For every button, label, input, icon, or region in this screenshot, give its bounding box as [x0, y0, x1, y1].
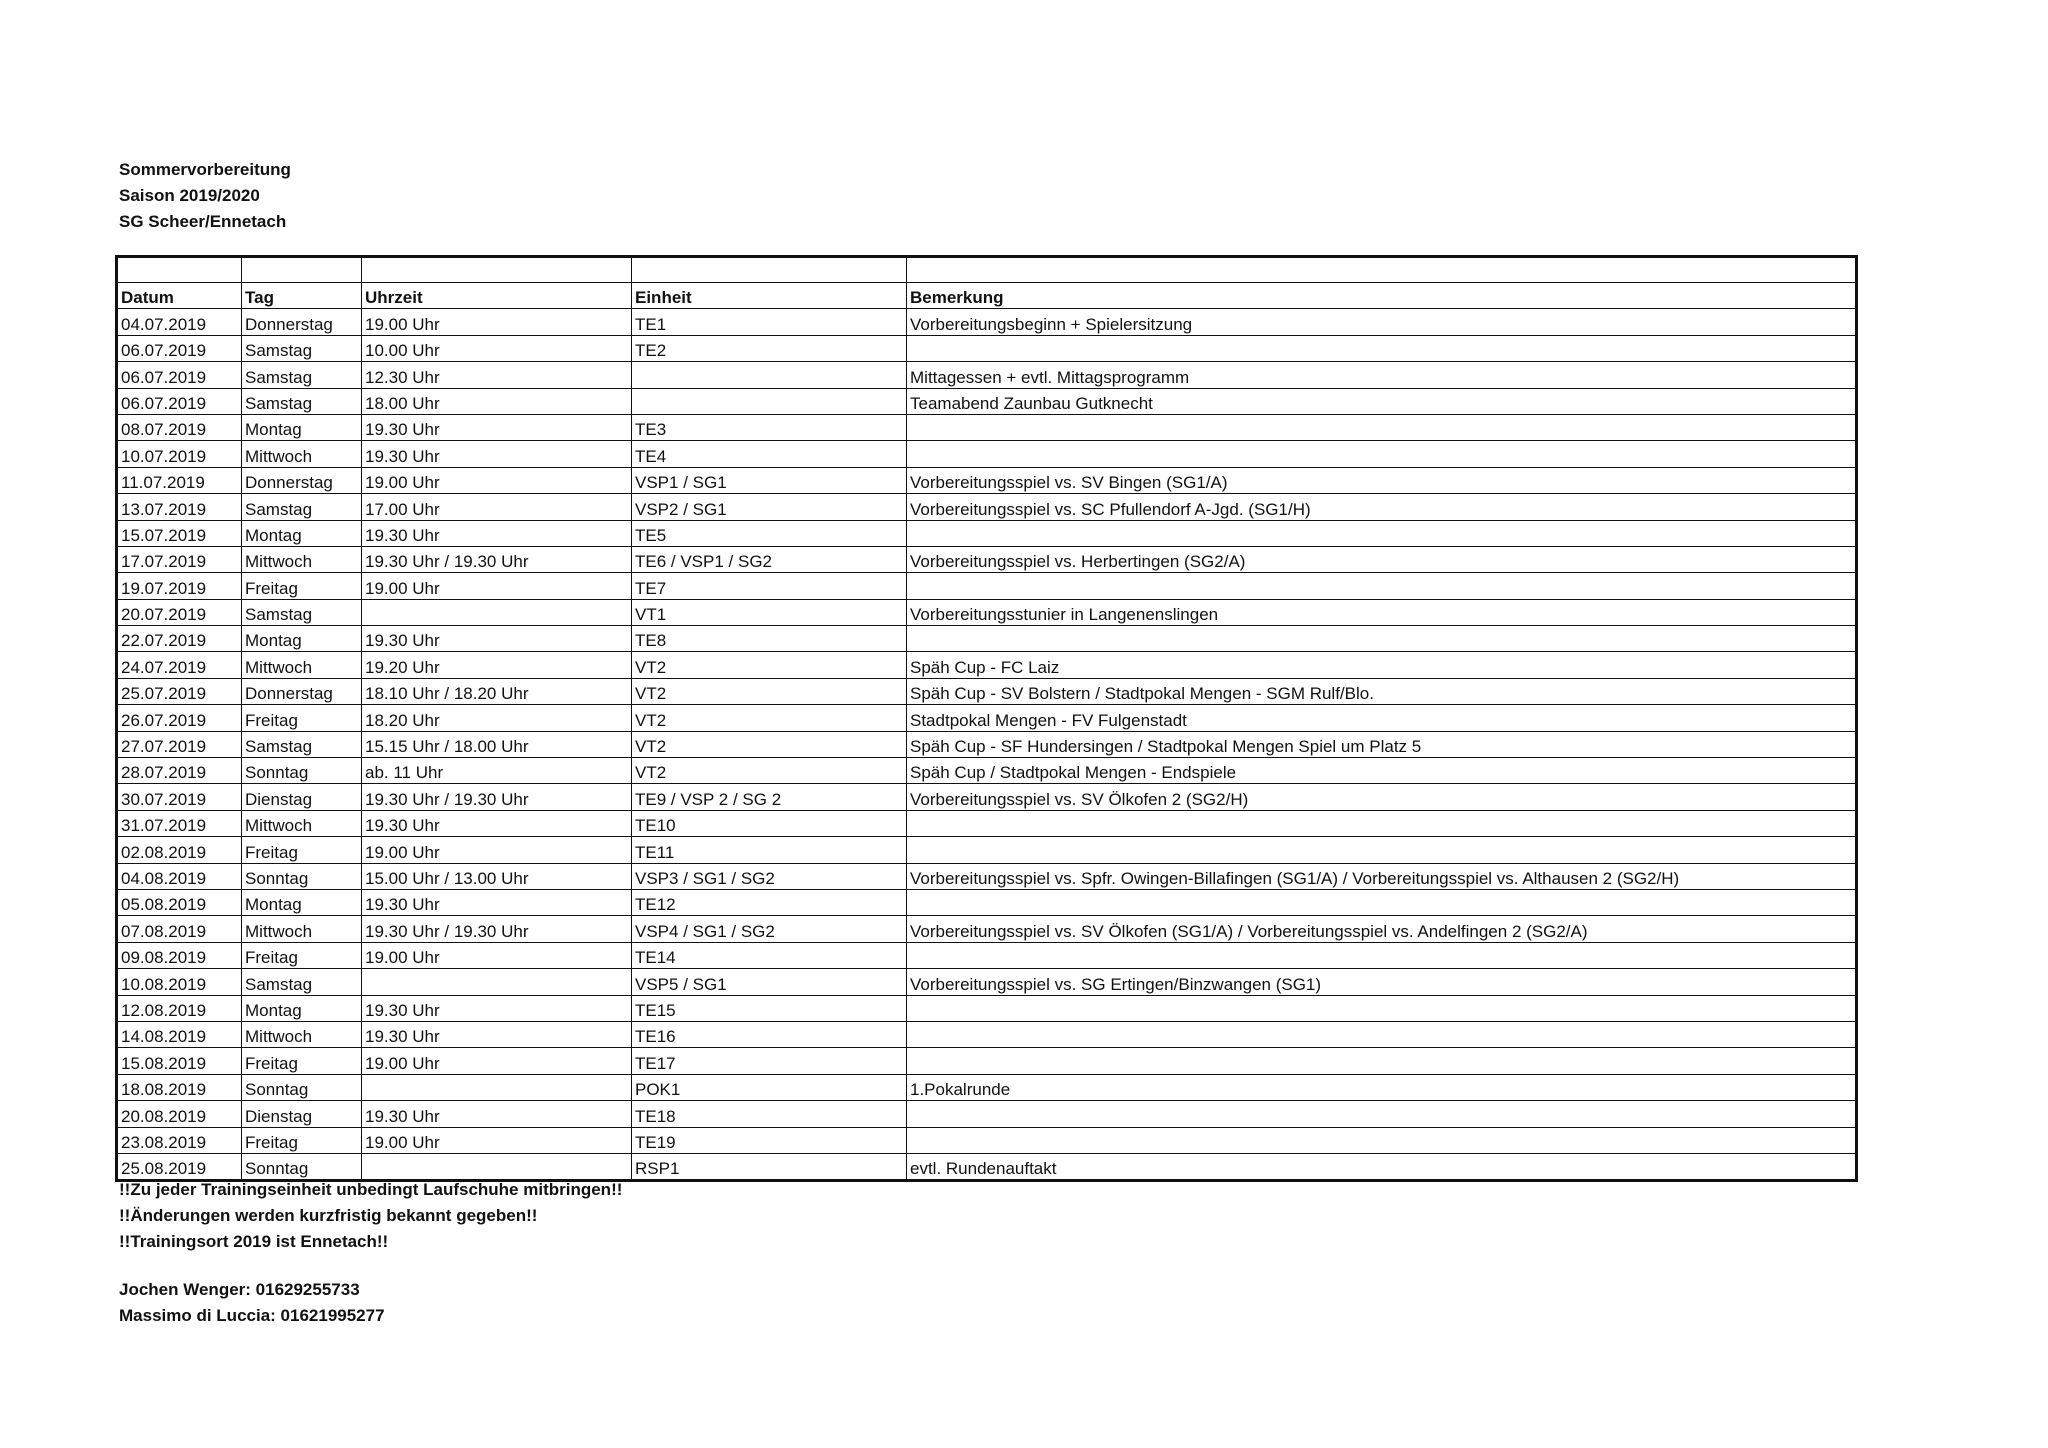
cell-tag: Donnerstag — [242, 467, 362, 493]
cell-uhrzeit: 19.30 Uhr — [362, 810, 632, 836]
cell-einheit: POK1 — [632, 1074, 907, 1100]
table-row — [117, 546, 1857, 572]
cell-tag: Sonntag — [242, 863, 362, 889]
document-header — [119, 157, 291, 235]
cell-datum: 27.07.2019 — [117, 731, 242, 757]
cell-datum: 20.08.2019 — [117, 1101, 242, 1127]
cell-tag: Mittwoch — [242, 1021, 362, 1047]
cell-tag: Samstag — [242, 969, 362, 995]
table-row — [117, 652, 1857, 678]
cell-datum: 06.07.2019 — [117, 388, 242, 414]
cell-uhrzeit: 18.00 Uhr — [362, 388, 632, 414]
cell-bemerkung: Mittagessen + evtl. Mittagsprogramm — [907, 362, 1857, 388]
cell-bemerkung: Vorbereitungsspiel vs. SC Pfullendorf A-Jgd. (SG1/H) — [907, 494, 1857, 520]
cell-bemerkung — [907, 889, 1857, 915]
cell-datum: 23.08.2019 — [117, 1127, 242, 1153]
cell-bemerkung: Vorbereitungsbeginn + Spielersitzung — [907, 309, 1857, 335]
cell-uhrzeit: 15.15 Uhr / 18.00 Uhr — [362, 731, 632, 757]
cell-uhrzeit: 19.30 Uhr — [362, 1101, 632, 1127]
cell-datum: 11.07.2019 — [117, 467, 242, 493]
cell-uhrzeit: 15.00 Uhr / 13.00 Uhr — [362, 863, 632, 889]
cell-datum: 22.07.2019 — [117, 626, 242, 652]
cell-bemerkung — [907, 1048, 1857, 1074]
contact-luccia: Massimo di Luccia: 01621995277 — [119, 1306, 385, 1325]
column-header-einheit: Einheit — [632, 283, 907, 309]
cell-einheit: RSP1 — [632, 1153, 907, 1180]
cell-uhrzeit: 18.20 Uhr — [362, 705, 632, 731]
cell-uhrzeit: 19.00 Uhr — [362, 942, 632, 968]
cell-bemerkung — [907, 942, 1857, 968]
cell-bemerkung: Vorbereitungsspiel vs. SV Bingen (SG1/A) — [907, 467, 1857, 493]
cell-bemerkung — [907, 837, 1857, 863]
cell-tag: Freitag — [242, 942, 362, 968]
cell-uhrzeit: 19.00 Uhr — [362, 1127, 632, 1153]
table-row — [117, 388, 1857, 414]
header-team: SG Scheer/Ennetach — [119, 212, 287, 231]
table-row — [117, 1101, 1857, 1127]
cell-tag: Donnerstag — [242, 678, 362, 704]
table-row — [117, 969, 1857, 995]
table-row — [117, 335, 1857, 361]
cell-bemerkung: Stadtpokal Mengen - FV Fulgenstadt — [907, 705, 1857, 731]
cell-bemerkung: Späh Cup - FC Laiz — [907, 652, 1857, 678]
table-row — [117, 573, 1857, 599]
cell-uhrzeit — [362, 599, 632, 625]
cell-bemerkung: Späh Cup - SV Bolstern / Stadtpokal Mengen - SGM Rulf/Blo. — [907, 678, 1857, 704]
cell-datum: 08.07.2019 — [117, 414, 242, 440]
cell-uhrzeit: 19.00 Uhr — [362, 1048, 632, 1074]
cell-datum: 15.07.2019 — [117, 520, 242, 546]
cell-datum: 20.07.2019 — [117, 599, 242, 625]
cell-datum: 25.08.2019 — [117, 1153, 242, 1180]
table-row — [117, 863, 1857, 889]
cell-einheit: TE8 — [632, 626, 907, 652]
cell-tag: Mittwoch — [242, 441, 362, 467]
cell-einheit: VT2 — [632, 652, 907, 678]
cell-einheit: TE19 — [632, 1127, 907, 1153]
cell-datum: 31.07.2019 — [117, 810, 242, 836]
table-row — [117, 758, 1857, 784]
cell-bemerkung — [907, 414, 1857, 440]
cell-uhrzeit: 19.30 Uhr / 19.30 Uhr — [362, 546, 632, 572]
cell-bemerkung — [907, 1101, 1857, 1127]
schedule-table — [115, 255, 1858, 1182]
cell-bemerkung: Vorbereitungsspiel vs. Herbertingen (SG2/A) — [907, 546, 1857, 572]
cell-tag: Freitag — [242, 1127, 362, 1153]
table-row — [117, 467, 1857, 493]
cell-tag: Mittwoch — [242, 652, 362, 678]
cell-datum: 13.07.2019 — [117, 494, 242, 520]
cell-datum: 24.07.2019 — [117, 652, 242, 678]
cell-einheit: TE9 / VSP 2 / SG 2 — [632, 784, 907, 810]
table-row — [117, 705, 1857, 731]
header-season: Saison 2019/2020 — [119, 186, 260, 205]
table-row — [117, 942, 1857, 968]
cell-einheit: TE17 — [632, 1048, 907, 1074]
cell-bemerkung — [907, 520, 1857, 546]
cell-einheit: VT2 — [632, 731, 907, 757]
table-row — [117, 309, 1857, 335]
cell-datum: 10.07.2019 — [117, 441, 242, 467]
table-row — [117, 599, 1857, 625]
cell-tag: Samstag — [242, 494, 362, 520]
cell-einheit: TE4 — [632, 441, 907, 467]
cell-einheit: VSP2 / SG1 — [632, 494, 907, 520]
table-row — [117, 784, 1857, 810]
note-laufschuhe: !!Zu jeder Trainingseinheit unbedingt Laufschuhe mitbringen!! — [119, 1180, 623, 1199]
cell-uhrzeit: 19.00 Uhr — [362, 309, 632, 335]
cell-einheit: VSP5 / SG1 — [632, 969, 907, 995]
cell-uhrzeit: 19.30 Uhr / 19.30 Uhr — [362, 916, 632, 942]
cell-datum: 28.07.2019 — [117, 758, 242, 784]
cell-einheit: VSP4 / SG1 / SG2 — [632, 916, 907, 942]
table-row — [117, 731, 1857, 757]
cell-uhrzeit: 10.00 Uhr — [362, 335, 632, 361]
column-header-tag: Tag — [242, 283, 362, 309]
note-aenderungen: !!Änderungen werden kurzfristig bekannt gegeben!! — [119, 1206, 538, 1225]
cell-tag: Samstag — [242, 731, 362, 757]
cell-bemerkung: Späh Cup - SF Hundersingen / Stadtpokal Mengen Spiel um Platz 5 — [907, 731, 1857, 757]
table-row — [117, 494, 1857, 520]
cell-einheit: VT2 — [632, 758, 907, 784]
table-row — [117, 520, 1857, 546]
cell-datum: 30.07.2019 — [117, 784, 242, 810]
cell-datum: 14.08.2019 — [117, 1021, 242, 1047]
cell-uhrzeit: 19.30 Uhr — [362, 626, 632, 652]
cell-uhrzeit: ab. 11 Uhr — [362, 758, 632, 784]
contact-wenger: Jochen Wenger: 01629255733 — [119, 1280, 360, 1299]
column-header-datum: Datum — [117, 283, 242, 309]
cell-tag: Freitag — [242, 573, 362, 599]
cell-einheit — [632, 388, 907, 414]
cell-tag: Freitag — [242, 1048, 362, 1074]
cell-datum: 18.08.2019 — [117, 1074, 242, 1100]
cell-datum: 19.07.2019 — [117, 573, 242, 599]
cell-uhrzeit: 19.30 Uhr — [362, 414, 632, 440]
table-row — [117, 414, 1857, 440]
cell-einheit: VT1 — [632, 599, 907, 625]
table-row — [117, 995, 1857, 1021]
cell-einheit: TE10 — [632, 810, 907, 836]
cell-einheit: TE3 — [632, 414, 907, 440]
cell-tag: Mittwoch — [242, 916, 362, 942]
cell-bemerkung: Vorbereitungsspiel vs. SG Ertingen/Binzwangen (SG1) — [907, 969, 1857, 995]
cell-tag: Dienstag — [242, 1101, 362, 1127]
cell-uhrzeit: 19.30 Uhr / 19.30 Uhr — [362, 784, 632, 810]
cell-bemerkung: Vorbereitungsspiel vs. SV Ölkofen (SG1/A) / Vorbereitungsspiel vs. Andelfingen 2 (SG2/A) — [907, 916, 1857, 942]
cell-einheit: TE5 — [632, 520, 907, 546]
notes-block — [119, 1177, 622, 1255]
note-trainingsort: !!Trainingsort 2019 ist Ennetach!! — [119, 1232, 389, 1251]
cell-tag: Sonntag — [242, 1153, 362, 1180]
cell-tag: Montag — [242, 889, 362, 915]
cell-bemerkung: Vorbereitungsspiel vs. Spfr. Owingen-Billafingen (SG1/A) / Vorbereitungsspiel vs. Althausen 2 (SG2/H) — [907, 863, 1857, 889]
cell-bemerkung — [907, 1127, 1857, 1153]
table-row — [117, 916, 1857, 942]
cell-uhrzeit: 19.30 Uhr — [362, 995, 632, 1021]
cell-datum: 15.08.2019 — [117, 1048, 242, 1074]
cell-einheit: TE14 — [632, 942, 907, 968]
cell-tag: Samstag — [242, 599, 362, 625]
cell-einheit: TE12 — [632, 889, 907, 915]
cell-tag: Montag — [242, 626, 362, 652]
cell-tag: Freitag — [242, 705, 362, 731]
cell-tag: Freitag — [242, 837, 362, 863]
cell-einheit: TE6 / VSP1 / SG2 — [632, 546, 907, 572]
cell-bemerkung: 1.Pokalrunde — [907, 1074, 1857, 1100]
cell-uhrzeit: 19.20 Uhr — [362, 652, 632, 678]
cell-einheit: TE18 — [632, 1101, 907, 1127]
cell-tag: Montag — [242, 414, 362, 440]
header-title: Sommervorbereitung — [119, 160, 291, 179]
cell-bemerkung: Vorbereitungsstunier in Langenenslingen — [907, 599, 1857, 625]
cell-uhrzeit: 17.00 Uhr — [362, 494, 632, 520]
cell-tag: Dienstag — [242, 784, 362, 810]
cell-datum: 25.07.2019 — [117, 678, 242, 704]
cell-datum: 12.08.2019 — [117, 995, 242, 1021]
cell-bemerkung — [907, 810, 1857, 836]
cell-einheit: VSP1 / SG1 — [632, 467, 907, 493]
cell-uhrzeit — [362, 969, 632, 995]
table-row — [117, 678, 1857, 704]
table-row — [117, 837, 1857, 863]
cell-datum: 10.08.2019 — [117, 969, 242, 995]
cell-bemerkung — [907, 441, 1857, 467]
cell-einheit — [632, 362, 907, 388]
cell-bemerkung — [907, 335, 1857, 361]
cell-bemerkung: Vorbereitungsspiel vs. SV Ölkofen 2 (SG2/H) — [907, 784, 1857, 810]
cell-datum: 06.07.2019 — [117, 362, 242, 388]
cell-tag: Samstag — [242, 335, 362, 361]
cell-uhrzeit: 19.30 Uhr — [362, 520, 632, 546]
cell-tag: Montag — [242, 520, 362, 546]
cell-datum: 07.08.2019 — [117, 916, 242, 942]
cell-bemerkung: Späh Cup / Stadtpokal Mengen - Endspiele — [907, 758, 1857, 784]
column-header-bemerkung: Bemerkung — [907, 283, 1857, 309]
table-row — [117, 441, 1857, 467]
cell-bemerkung: Teamabend Zaunbau Gutknecht — [907, 388, 1857, 414]
cell-tag: Sonntag — [242, 1074, 362, 1100]
table-row — [117, 1074, 1857, 1100]
table-header-row — [117, 283, 1857, 309]
cell-datum: 06.07.2019 — [117, 335, 242, 361]
cell-bemerkung: evtl. Rundenauftakt — [907, 1153, 1857, 1180]
cell-datum: 04.07.2019 — [117, 309, 242, 335]
column-header-uhrzeit: Uhrzeit — [362, 283, 632, 309]
cell-tag: Montag — [242, 995, 362, 1021]
cell-bemerkung — [907, 1021, 1857, 1047]
table-blank-row — [117, 257, 1857, 283]
cell-einheit: TE7 — [632, 573, 907, 599]
cell-tag: Samstag — [242, 362, 362, 388]
cell-einheit: VT2 — [632, 705, 907, 731]
cell-tag: Donnerstag — [242, 309, 362, 335]
table-row — [117, 1048, 1857, 1074]
cell-datum: 26.07.2019 — [117, 705, 242, 731]
cell-tag: Samstag — [242, 388, 362, 414]
cell-einheit: TE1 — [632, 309, 907, 335]
cell-datum: 04.08.2019 — [117, 863, 242, 889]
cell-bemerkung — [907, 995, 1857, 1021]
table-row — [117, 889, 1857, 915]
cell-uhrzeit — [362, 1074, 632, 1100]
cell-einheit: TE2 — [632, 335, 907, 361]
cell-bemerkung — [907, 626, 1857, 652]
cell-bemerkung — [907, 573, 1857, 599]
cell-datum: 17.07.2019 — [117, 546, 242, 572]
cell-datum: 09.08.2019 — [117, 942, 242, 968]
cell-uhrzeit: 19.30 Uhr — [362, 441, 632, 467]
cell-datum: 05.08.2019 — [117, 889, 242, 915]
cell-uhrzeit: 12.30 Uhr — [362, 362, 632, 388]
table-row — [117, 1127, 1857, 1153]
cell-tag: Sonntag — [242, 758, 362, 784]
cell-uhrzeit: 18.10 Uhr / 18.20 Uhr — [362, 678, 632, 704]
cell-tag: Mittwoch — [242, 810, 362, 836]
cell-einheit: TE15 — [632, 995, 907, 1021]
table-row — [117, 1021, 1857, 1047]
table-row — [117, 810, 1857, 836]
table-row — [117, 362, 1857, 388]
cell-uhrzeit: 19.00 Uhr — [362, 837, 632, 863]
cell-einheit: VSP3 / SG1 / SG2 — [632, 863, 907, 889]
cell-datum: 02.08.2019 — [117, 837, 242, 863]
cell-uhrzeit: 19.00 Uhr — [362, 467, 632, 493]
cell-einheit: TE16 — [632, 1021, 907, 1047]
cell-uhrzeit: 19.30 Uhr — [362, 1021, 632, 1047]
cell-einheit: VT2 — [632, 678, 907, 704]
cell-uhrzeit: 19.00 Uhr — [362, 573, 632, 599]
cell-uhrzeit: 19.30 Uhr — [362, 889, 632, 915]
table-row — [117, 626, 1857, 652]
cell-einheit: TE11 — [632, 837, 907, 863]
cell-tag: Mittwoch — [242, 546, 362, 572]
contacts-block — [119, 1277, 385, 1329]
